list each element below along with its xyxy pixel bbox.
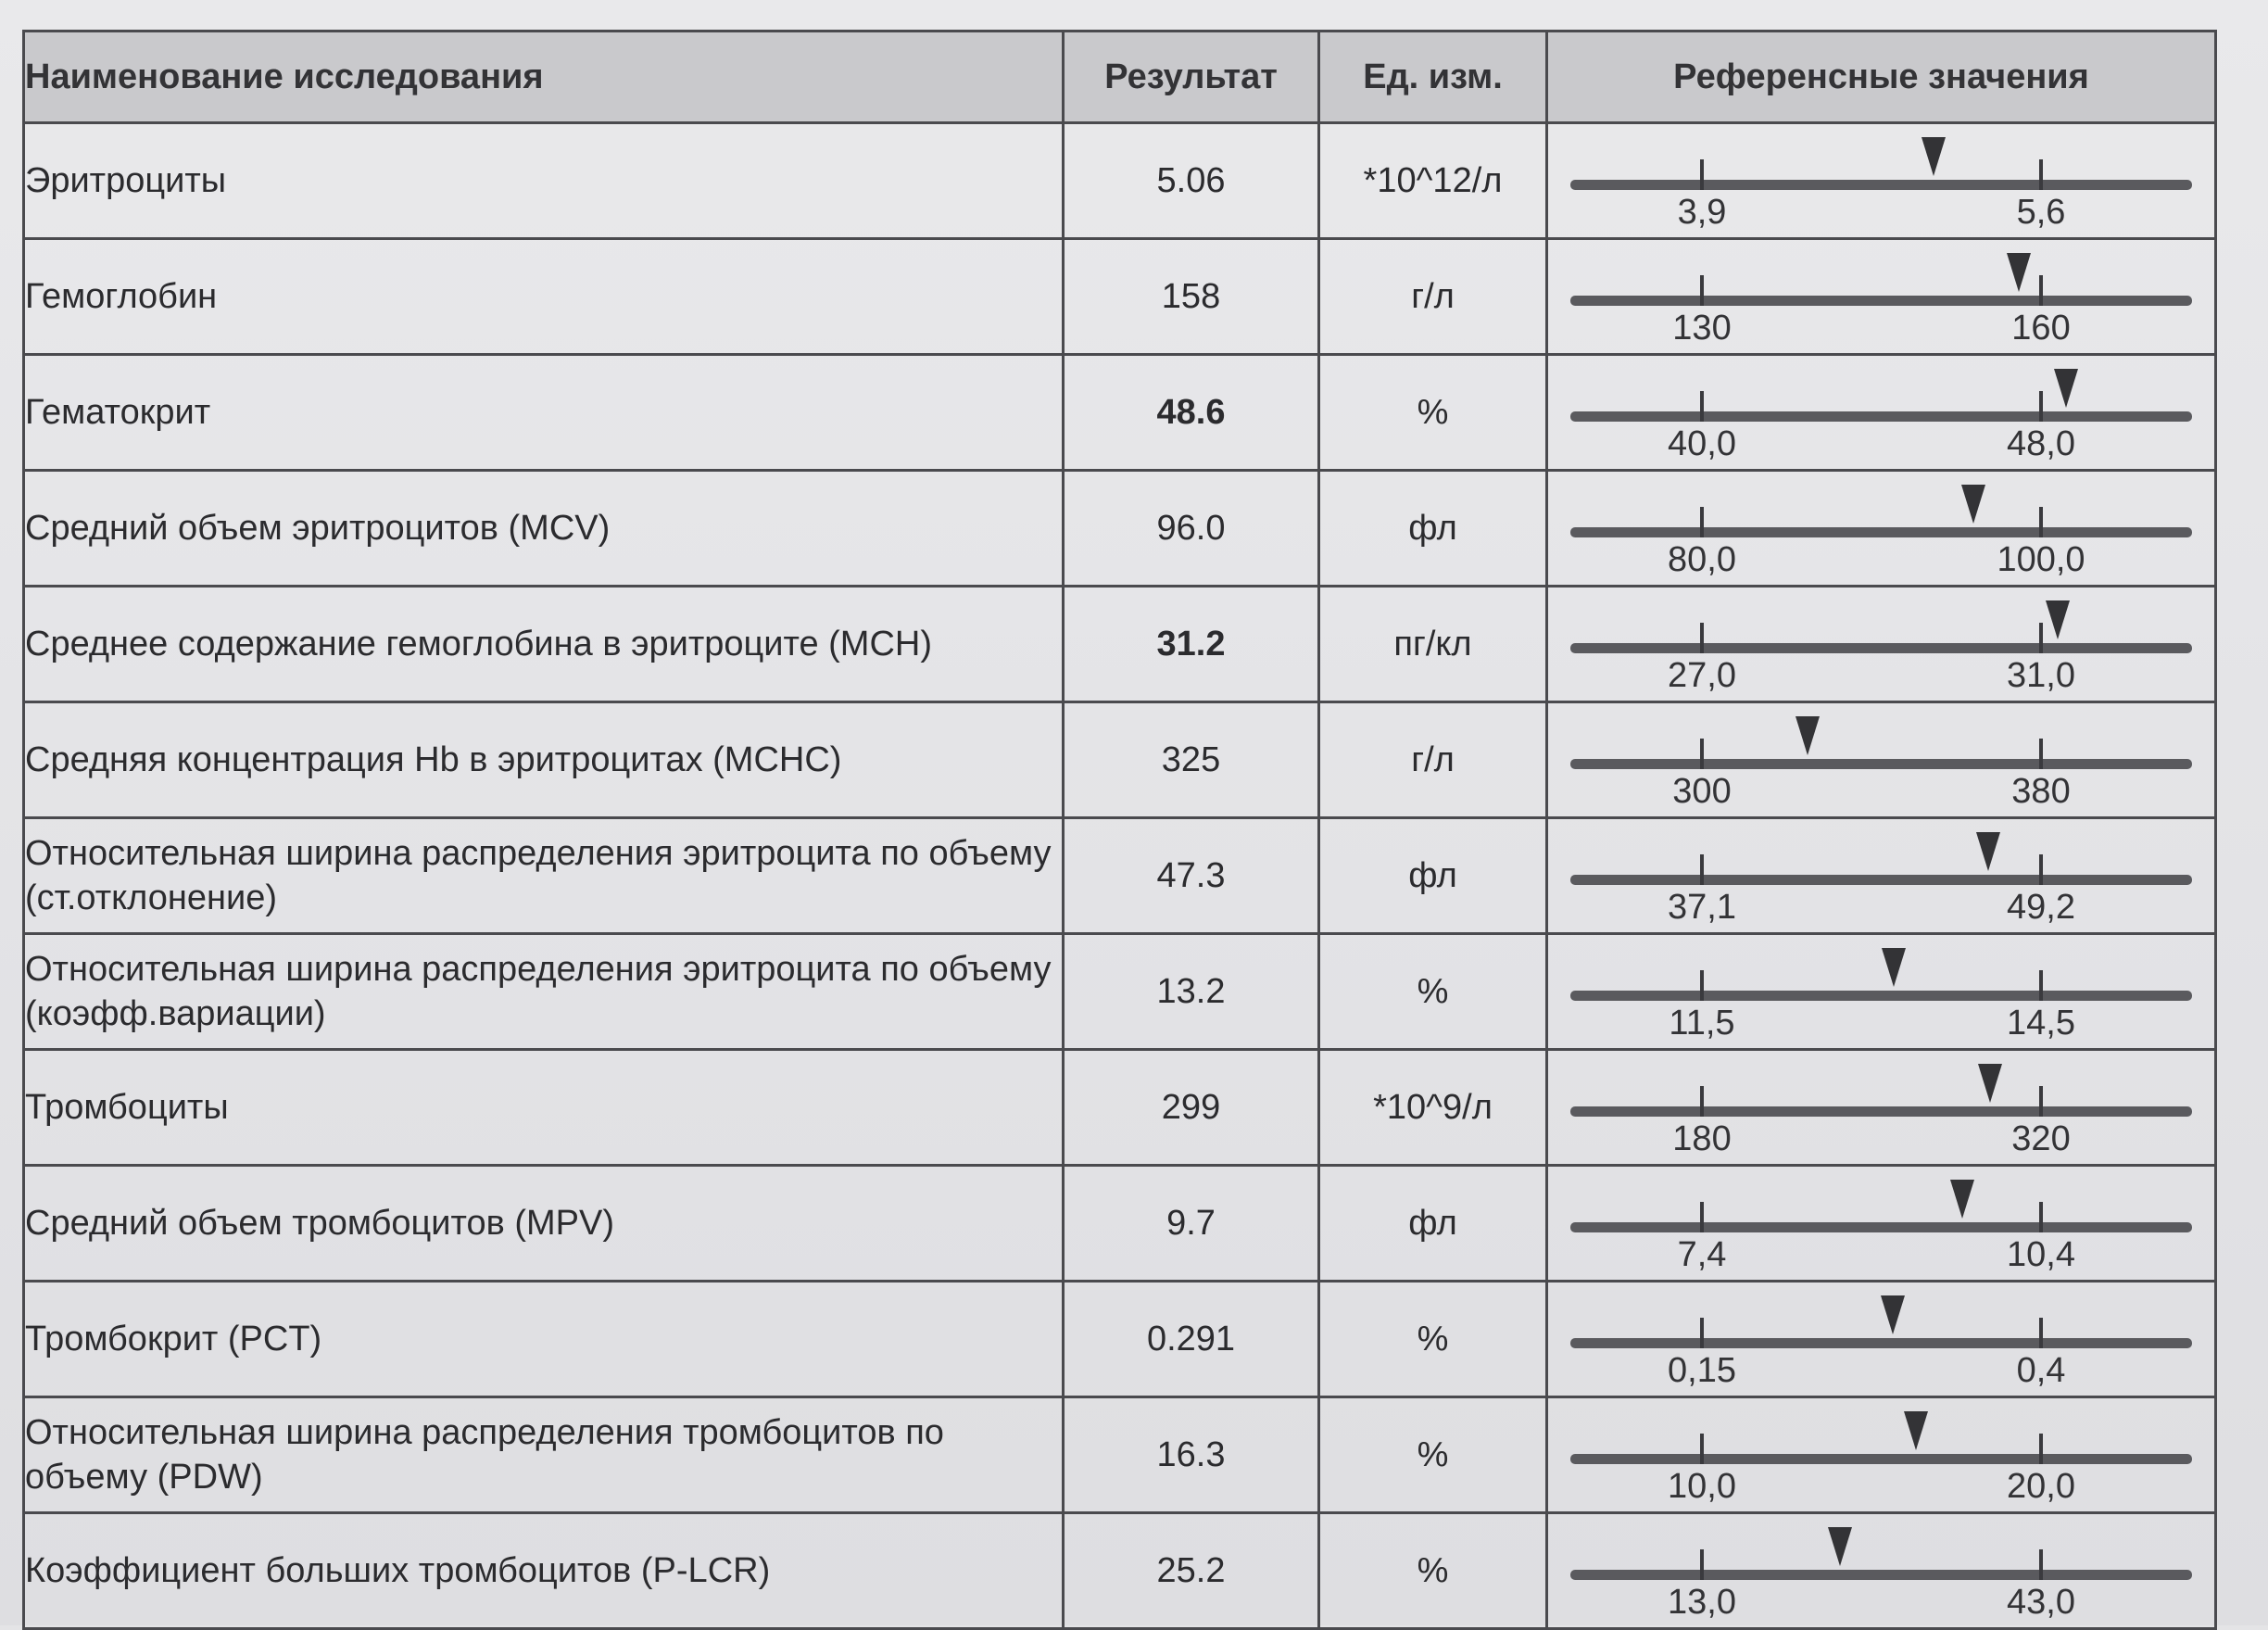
low-limit-label: 180	[1672, 1119, 1732, 1158]
test-result: 325	[1064, 702, 1319, 818]
high-limit-label: 100,0	[1997, 540, 2085, 579]
test-name: Относительная ширина распределения эритроцита по объему (коэфф.вариации)	[24, 934, 1064, 1050]
test-unit: фл	[1319, 471, 1547, 587]
low-limit-label: 11,5	[1669, 1004, 1735, 1042]
test-unit: фл	[1319, 1166, 1547, 1282]
result-marker-icon	[1961, 485, 1985, 524]
high-limit-label: 20,0	[2007, 1467, 2075, 1506]
low-limit-label: 13,0	[1668, 1583, 1736, 1622]
table-row	[24, 934, 2216, 1050]
test-result: 13.2	[1064, 934, 1319, 1050]
test-name: Гематокрит	[24, 355, 1064, 471]
low-limit-label: 7,4	[1677, 1235, 1727, 1274]
table-row	[24, 702, 2216, 818]
test-unit: пг/кл	[1319, 587, 1547, 702]
header-result: Результат	[1064, 32, 1319, 123]
reference-range	[1547, 818, 2216, 934]
low-limit-tick	[1700, 970, 1704, 1001]
scale-bar	[1570, 527, 2192, 537]
high-limit-label: 380	[2011, 772, 2071, 811]
reference-range	[1547, 1513, 2216, 1629]
reference-scale	[1548, 1169, 2214, 1278]
high-limit-tick	[2039, 970, 2043, 1001]
test-unit: фл	[1319, 818, 1547, 934]
high-limit-tick	[2039, 507, 2043, 537]
low-limit-label: 0,15	[1668, 1351, 1736, 1390]
result-marker-icon	[1881, 1295, 1905, 1334]
scale-bar	[1570, 1222, 2192, 1232]
test-unit: *10^12/л	[1319, 123, 1547, 239]
reference-scale	[1548, 589, 2214, 699]
scale-bar	[1570, 296, 2192, 306]
test-unit: %	[1319, 1397, 1547, 1513]
reference-scale	[1548, 358, 2214, 467]
test-unit: г/л	[1319, 702, 1547, 818]
low-limit-label: 130	[1672, 309, 1732, 347]
high-limit-label: 10,4	[2007, 1235, 2075, 1274]
low-limit-tick	[1700, 275, 1704, 306]
result-marker-icon	[1978, 1064, 2002, 1103]
table-row	[24, 355, 2216, 471]
test-result: 158	[1064, 239, 1319, 355]
high-limit-tick	[2039, 391, 2043, 422]
scale-bar	[1570, 875, 2192, 885]
header-test-name: Наименование исследования	[24, 32, 1064, 123]
test-name: Средний объем эритроцитов (MCV)	[24, 471, 1064, 587]
high-limit-tick	[2039, 1434, 2043, 1464]
scale-bar	[1570, 180, 2192, 190]
low-limit-tick	[1700, 1318, 1704, 1348]
low-limit-tick	[1700, 854, 1704, 885]
high-limit-tick	[2039, 1086, 2043, 1117]
test-name: Тромбокрит (PCT)	[24, 1282, 1064, 1397]
test-result: 16.3	[1064, 1397, 1319, 1513]
table-row	[24, 587, 2216, 702]
test-unit: %	[1319, 1513, 1547, 1629]
reference-scale	[1548, 937, 2214, 1046]
reference-scale	[1548, 1284, 2214, 1394]
reference-scale	[1548, 1400, 2214, 1510]
high-limit-label: 48,0	[2007, 424, 2075, 463]
table-row	[24, 123, 2216, 239]
test-result: 48.6	[1064, 355, 1319, 471]
low-limit-label: 300	[1672, 772, 1732, 811]
low-limit-tick	[1700, 1086, 1704, 1117]
table-row	[24, 1282, 2216, 1397]
high-limit-label: 0,4	[2016, 1351, 2066, 1390]
scale-bar	[1570, 1106, 2192, 1117]
reference-range	[1547, 1050, 2216, 1166]
scale-bar	[1570, 991, 2192, 1001]
header-unit: Ед. изм.	[1319, 32, 1547, 123]
high-limit-tick	[2039, 275, 2043, 306]
result-marker-icon	[1922, 137, 1946, 176]
low-limit-tick	[1700, 1202, 1704, 1232]
test-unit: %	[1319, 1282, 1547, 1397]
high-limit-tick	[2039, 623, 2043, 653]
reference-range	[1547, 1397, 2216, 1513]
test-name: Эритроциты	[24, 123, 1064, 239]
result-marker-icon	[1904, 1411, 1928, 1450]
test-result: 5.06	[1064, 123, 1319, 239]
table-row	[24, 818, 2216, 934]
high-limit-tick	[2039, 1549, 2043, 1580]
high-limit-label: 49,2	[2007, 888, 2075, 927]
table-row	[24, 1513, 2216, 1629]
result-marker-icon	[1950, 1180, 1974, 1219]
test-unit: *10^9/л	[1319, 1050, 1547, 1166]
low-limit-tick	[1700, 1434, 1704, 1464]
table-row	[24, 1050, 2216, 1166]
high-limit-label: 14,5	[2007, 1004, 2075, 1042]
high-limit-label: 320	[2011, 1119, 2071, 1158]
scale-bar	[1570, 1338, 2192, 1348]
reference-scale	[1548, 1516, 2214, 1625]
test-result: 9.7	[1064, 1166, 1319, 1282]
result-marker-icon	[1828, 1527, 1852, 1566]
high-limit-label: 43,0	[2007, 1583, 2075, 1622]
reference-range	[1547, 1282, 2216, 1397]
scale-bar	[1570, 643, 2192, 653]
scale-bar	[1570, 411, 2192, 422]
reference-range	[1547, 239, 2216, 355]
test-result: 299	[1064, 1050, 1319, 1166]
low-limit-label: 27,0	[1668, 656, 1736, 695]
reference-range	[1547, 123, 2216, 239]
test-name: Относительная ширина распределения тромбоцитов по объему (PDW)	[24, 1397, 1064, 1513]
high-limit-tick	[2039, 739, 2043, 769]
result-marker-icon	[2054, 369, 2078, 408]
result-marker-icon	[2046, 600, 2070, 639]
test-unit: %	[1319, 934, 1547, 1050]
reference-scale	[1548, 821, 2214, 930]
reference-range	[1547, 934, 2216, 1050]
result-marker-icon	[1976, 832, 2000, 871]
low-limit-tick	[1700, 391, 1704, 422]
test-result: 31.2	[1064, 587, 1319, 702]
test-result: 47.3	[1064, 818, 1319, 934]
test-name: Тромбоциты	[24, 1050, 1064, 1166]
high-limit-tick	[2039, 854, 2043, 885]
test-result: 0.291	[1064, 1282, 1319, 1397]
reference-scale	[1548, 705, 2214, 815]
scale-bar	[1570, 759, 2192, 769]
reference-range	[1547, 702, 2216, 818]
low-limit-tick	[1700, 507, 1704, 537]
high-limit-label: 31,0	[2007, 656, 2075, 695]
high-limit-tick	[2039, 159, 2043, 190]
high-limit-label: 160	[2011, 309, 2071, 347]
test-result: 96.0	[1064, 471, 1319, 587]
low-limit-label: 80,0	[1668, 540, 1736, 579]
reference-scale	[1548, 242, 2214, 351]
reference-range	[1547, 1166, 2216, 1282]
test-unit: г/л	[1319, 239, 1547, 355]
low-limit-tick	[1700, 1549, 1704, 1580]
reference-range	[1547, 471, 2216, 587]
table-row	[24, 239, 2216, 355]
low-limit-tick	[1700, 739, 1704, 769]
result-marker-icon	[1796, 716, 1820, 755]
test-name: Гемоглобин	[24, 239, 1064, 355]
table-row	[24, 1397, 2216, 1513]
test-name: Средняя концентрация Hb в эритроцитах (MCHC)	[24, 702, 1064, 818]
test-name: Коэффициент больших тромбоцитов (P-LCR)	[24, 1513, 1064, 1629]
reference-scale	[1548, 1053, 2214, 1162]
table-row	[24, 471, 2216, 587]
header-reference: Референсные значения	[1547, 32, 2216, 123]
low-limit-label: 3,9	[1677, 193, 1727, 232]
reference-scale	[1548, 126, 2214, 235]
high-limit-tick	[2039, 1202, 2043, 1232]
test-name: Средний объем тромбоцитов (MPV)	[24, 1166, 1064, 1282]
test-unit: %	[1319, 355, 1547, 471]
lab-results-table	[22, 30, 2217, 1630]
test-result: 25.2	[1064, 1513, 1319, 1629]
low-limit-tick	[1700, 159, 1704, 190]
high-limit-tick	[2039, 1318, 2043, 1348]
low-limit-tick	[1700, 623, 1704, 653]
result-marker-icon	[2007, 253, 2031, 292]
low-limit-label: 40,0	[1668, 424, 1736, 463]
table-header-row	[24, 32, 2216, 123]
table-row	[24, 1166, 2216, 1282]
test-name: Среднее содержание гемоглобина в эритроците (MCH)	[24, 587, 1064, 702]
test-name: Относительная ширина распределения эритроцита по объему (ст.отклонение)	[24, 818, 1064, 934]
reference-scale	[1548, 474, 2214, 583]
scale-bar	[1570, 1454, 2192, 1464]
result-marker-icon	[1882, 948, 1906, 987]
high-limit-label: 5,6	[2016, 193, 2066, 232]
scale-bar	[1570, 1570, 2192, 1580]
low-limit-label: 37,1	[1668, 888, 1736, 927]
low-limit-label: 10,0	[1668, 1467, 1736, 1506]
reference-range	[1547, 355, 2216, 471]
reference-range	[1547, 587, 2216, 702]
